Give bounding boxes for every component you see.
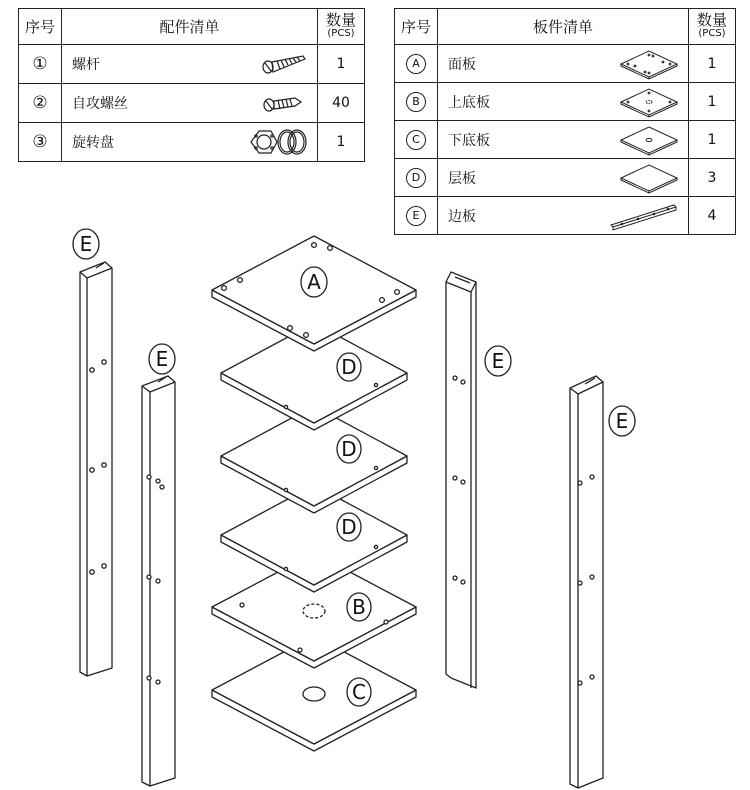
callout-post-left-back xyxy=(73,229,99,259)
hardware-qty: 40 xyxy=(318,84,365,123)
callout-shelf-3 xyxy=(337,513,361,541)
panel-name: 下底板 xyxy=(448,132,490,149)
row-index: A xyxy=(406,54,426,74)
callout-label: D xyxy=(341,515,357,539)
callout-post-right-front xyxy=(609,406,635,436)
panel-qty: 1 xyxy=(689,83,736,121)
panel-qty: 4 xyxy=(689,197,736,235)
qty-unit-label: (PCS) xyxy=(698,27,726,39)
hardware-name: 螺杆 xyxy=(72,57,100,73)
qty-unit-label: (PCS) xyxy=(327,27,355,39)
side-post-left-back xyxy=(80,262,112,676)
panel-qty: 3 xyxy=(689,159,736,197)
callout-upper-base xyxy=(347,593,371,621)
callout-shelf-2 xyxy=(337,435,361,463)
hardware-name: 旋转盘 xyxy=(72,135,114,151)
panel-qty: 1 xyxy=(689,45,736,83)
callout-label: E xyxy=(79,232,93,256)
side-post-right-back xyxy=(446,272,476,688)
callout-post-left-front xyxy=(149,344,175,374)
row-index: ② xyxy=(32,93,48,113)
panel-qty: 1 xyxy=(689,121,736,159)
qty-header-label: 数量 xyxy=(325,10,356,29)
side-post-left-front xyxy=(142,376,175,786)
hardware-name-header: 配件清单 xyxy=(62,9,318,45)
panel-index-header: 序号 xyxy=(395,9,438,45)
callout-label: D xyxy=(341,437,357,461)
callout-label: D xyxy=(341,355,357,379)
callout-label: E xyxy=(491,349,505,373)
callout-post-right-back xyxy=(485,346,511,376)
callout-label: B xyxy=(352,595,366,619)
panel-name: 上底板 xyxy=(448,94,490,111)
callout-label: E xyxy=(615,409,629,433)
panel-name: 面板 xyxy=(448,56,476,73)
row-index: B xyxy=(406,92,426,112)
panel-name: 层板 xyxy=(448,170,476,187)
qty-header-label: 数量 xyxy=(696,10,727,29)
hardware-name: 自攻螺丝 xyxy=(72,96,128,112)
hardware-qty: 1 xyxy=(318,45,365,84)
row-index: C xyxy=(406,130,426,150)
row-index: E xyxy=(406,206,426,226)
callout-top-panel xyxy=(301,267,327,297)
hardware-index-header: 序号 xyxy=(19,9,62,45)
callout-shelf-1 xyxy=(337,353,361,381)
callout-label: E xyxy=(155,347,169,371)
row-index: ① xyxy=(32,54,48,74)
callout-lower-base xyxy=(347,678,371,706)
callout-label: C xyxy=(352,680,366,704)
row-index: ③ xyxy=(32,132,48,152)
side-post-right-front xyxy=(570,376,603,788)
hardware-qty: 1 xyxy=(318,123,365,162)
row-index: D xyxy=(406,168,426,188)
panel-name: 边板 xyxy=(448,208,476,225)
callout-label: A xyxy=(307,270,321,294)
panel-name-header: 板件清单 xyxy=(438,9,689,45)
